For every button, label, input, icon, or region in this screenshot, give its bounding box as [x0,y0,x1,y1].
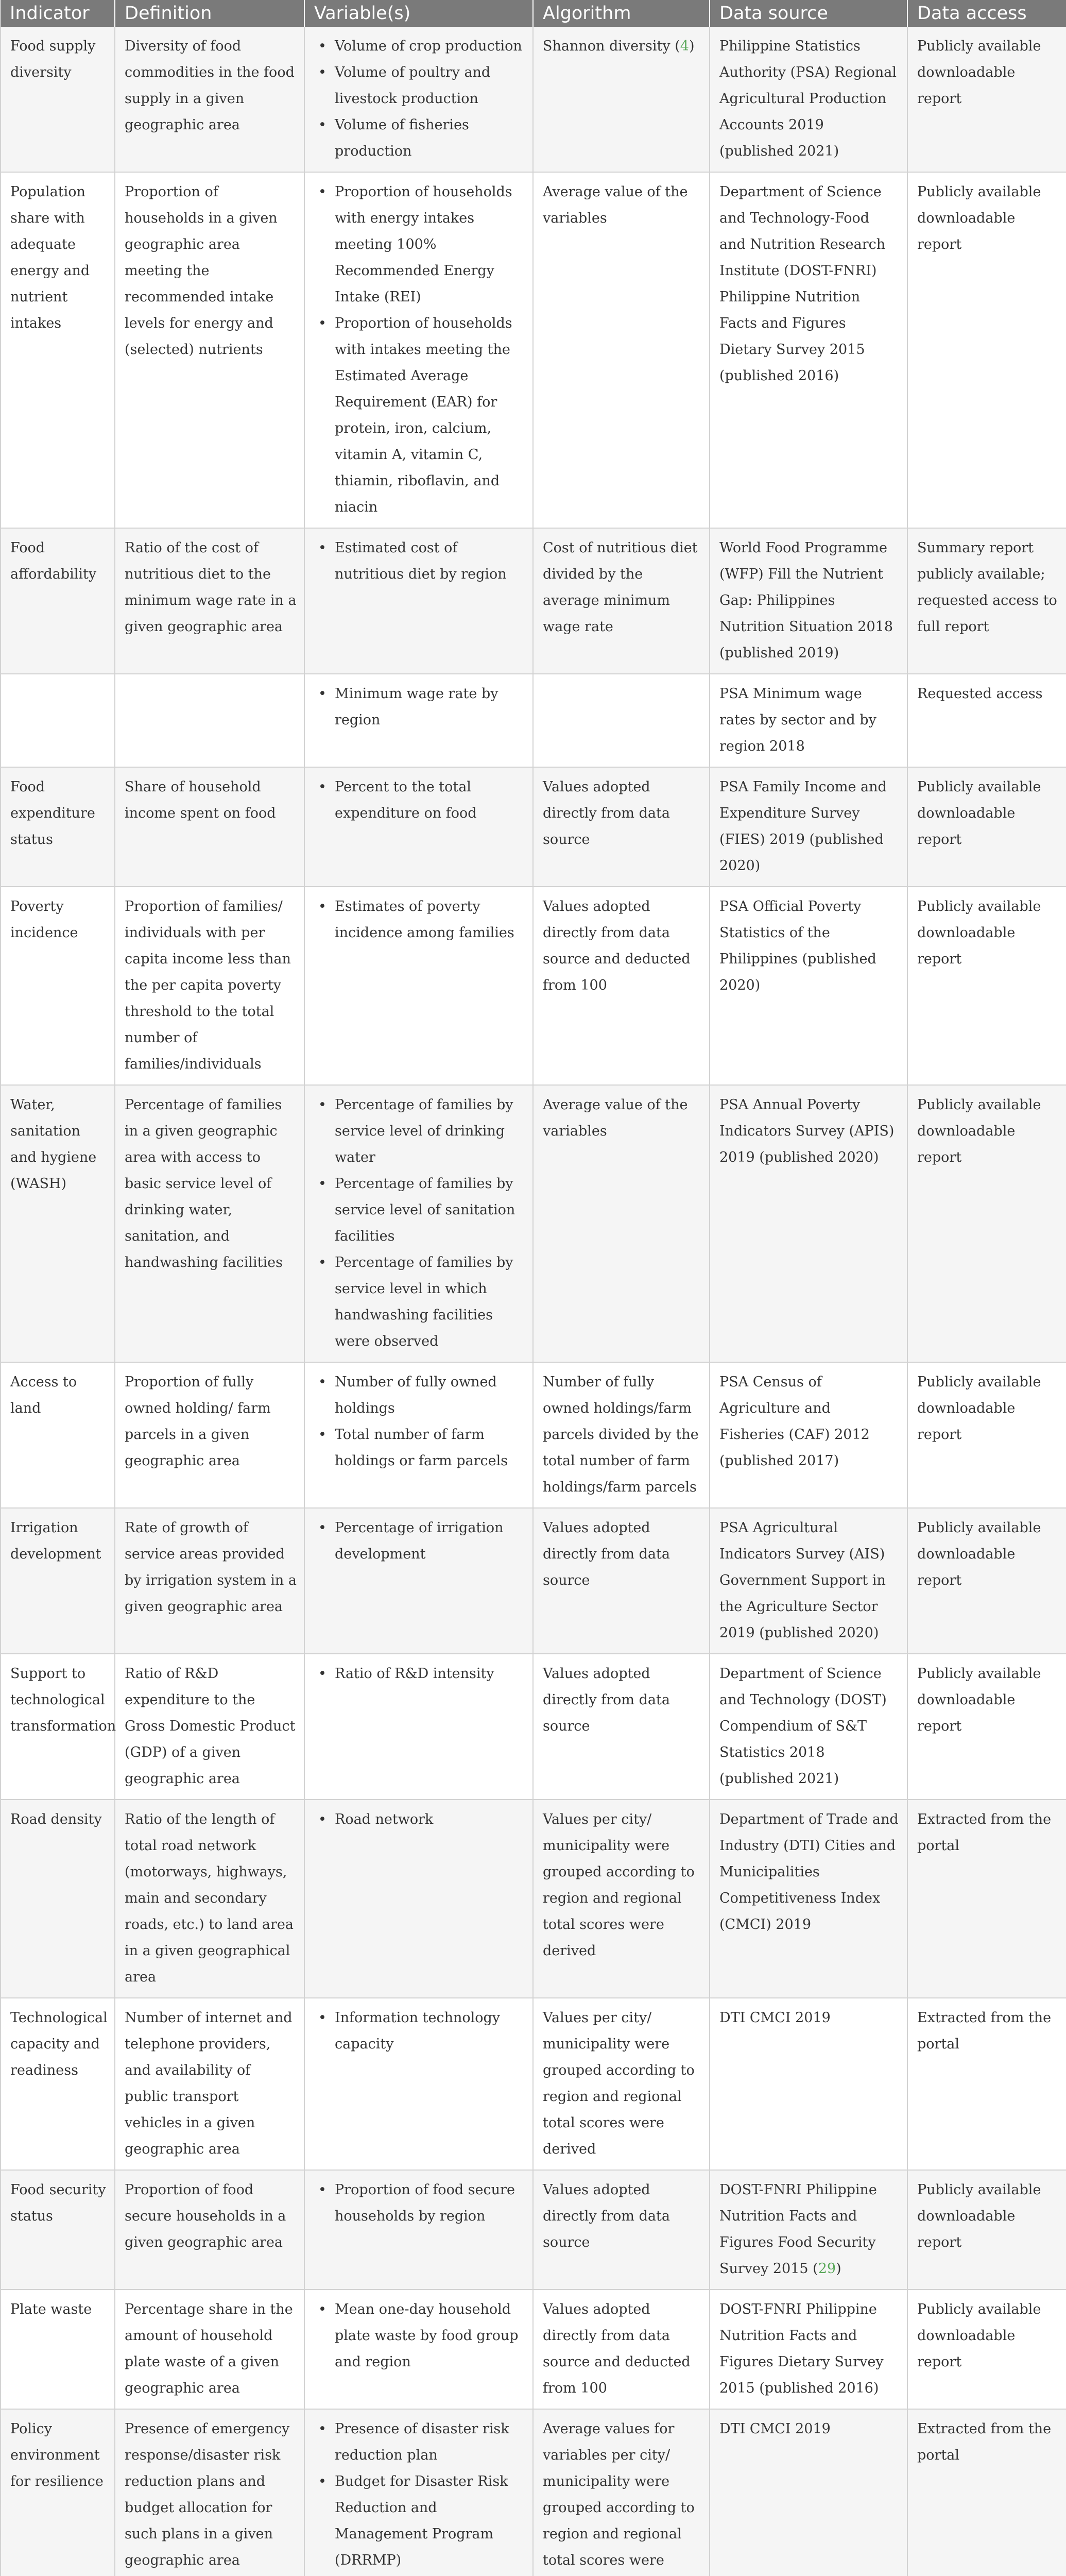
cell-indicator: Support to technological transformation [1,1654,115,1800]
cell-indicator: Water, sanitation and hygiene (WASH) [1,1085,115,1362]
variable-item: • Estimates of poverty incidence among families [335,893,525,946]
cell-data-access: Publicly available downloadable report [907,1654,1066,1800]
cell-data-source: DTI CMCI 2019 [710,2409,907,2576]
cell-data-source: Department of Trade and Industry (DTI) Cities and Municipalities Competitiveness Index (CMCI) 2019 [710,1800,907,1998]
cell-data-access: Extracted from the portal [907,2409,1066,2576]
table-row [1,172,1066,528]
cell-algorithm: Values adopted directly from data source [533,767,710,887]
variable-item: • Proportion of food secure households by region [335,2177,525,2229]
variable-item: • Percentage of families by service level of drinking water [335,1092,525,1171]
cell-data-access: Publicly available downloadable report [907,1508,1066,1654]
variable-list [314,1369,525,1474]
cell-indicator: Food supply diversity [1,27,115,172]
cell-algorithm: Values adopted directly from data source [533,1654,710,1800]
table-row [1,1508,1066,1654]
cell-definition: Proportion of fully owned holding/ farm parcels in a given geographic area [115,1362,304,1508]
variable-item: • Estimated cost of nutritious diet by region [335,535,525,587]
citation-link[interactable]: 4 [680,38,689,54]
cell-data-source: World Food Programme (WFP) Fill the Nutrient Gap: Philippines Nutrition Situation 2018 (published 2019) [710,528,907,674]
variable-list [314,681,525,733]
cell-definition [115,674,304,767]
variable-item: • Budget for Disaster Risk Reduction and Management Program (DRRMP) [335,2468,525,2573]
header-algorithm: Algorithm [533,0,710,27]
cell-algorithm: Number of fully owned holdings/farm parcels divided by the total number of farm holdings/farm parcels [533,1362,710,1508]
cell-definition: Percentage share in the amount of household plate waste of a given geographic area [115,2290,304,2409]
variable-item: • Percent to the total expenditure on food [335,774,525,826]
variable-list [314,33,525,164]
cell-data-source: PSA Annual Poverty Indicators Survey (APIS) 2019 (published 2020) [710,1085,907,1362]
cell-algorithm: Shannon diversity (4) [533,27,710,172]
cell-indicator [1,674,115,767]
table-row [1,1654,1066,1800]
cell-data-access: Publicly available downloadable report [907,1085,1066,1362]
cell-algorithm: Values adopted directly from data source [533,1508,710,1654]
variable-list [314,1660,525,1687]
variable-item: • Proportion of households with intakes meeting the Estimated Average Requirement (EAR) for protein, iron, calcium, vitamin A, vitamin C, thiamin, riboflavin, and niacin [335,310,525,520]
variable-list [314,1806,525,1833]
cell-definition: Ratio of R&D expenditure to the Gross Domestic Product (GDP) of a given geographic area [115,1654,304,1800]
variable-item: • Percentage of families by service level of sanitation facilities [335,1171,525,1249]
variable-list [314,2296,525,2375]
variable-list [314,1092,525,1354]
cell-data-source: Department of Science and Technology-Food and Nutrition Research Institute (DOST-FNRI) Philippine Nutrition Facts and Figures Dietary Survey 2015 (published 2016) [710,172,907,528]
header-indicator: Indicator [1,0,115,27]
cell-variables [304,1800,533,1998]
cell-indicator: Irrigation development [1,1508,115,1654]
variable-list [314,893,525,946]
cell-algorithm: Average values for variables per city/ municipality were grouped according to region and regional total scores were [533,2409,710,2576]
cell-definition: Percentage of families in a given geographic area with access to basic service level of drinking water, sanitation, and handwashing facilities [115,1085,304,1362]
cell-variables [304,1654,533,1800]
cell-variables [304,1998,533,2170]
variable-item: • Volume of crop production [335,33,525,59]
variable-list [314,535,525,587]
cell-algorithm [533,674,710,767]
cell-definition: Proportion of food secure households in a given geographic area [115,2170,304,2290]
cell-indicator: Food expenditure status [1,767,115,887]
cell-data-source: DOST-FNRI Philippine Nutrition Facts and Figures Dietary Survey 2015 (published 2016) [710,2290,907,2409]
cell-data-source: PSA Agricultural Indicators Survey (AIS) Government Support in the Agriculture Sector 2019 (published 2020) [710,1508,907,1654]
table-row [1,528,1066,674]
cell-variables [304,1362,533,1508]
cell-data-source: PSA Family Income and Expenditure Survey (FIES) 2019 (published 2020) [710,767,907,887]
cell-data-source: PSA Census of Agriculture and Fisheries (CAF) 2012 (published 2017) [710,1362,907,1508]
cell-data-access: Publicly available downloadable report [907,27,1066,172]
cell-data-access: Requested access [907,674,1066,767]
cell-variables [304,1085,533,1362]
cell-algorithm: Values adopted directly from data source [533,2170,710,2290]
table-row [1,1085,1066,1362]
cell-data-source: PSA Minimum wage rates by sector and by region 2018 [710,674,907,767]
table-row [1,1800,1066,1998]
cell-variables [304,2409,533,2576]
cell-data-access: Extracted from the portal [907,1998,1066,2170]
cell-definition: Number of internet and telephone providers, and availability of public transport vehicles in a given geographic area [115,1998,304,2170]
cell-indicator: Technological capacity and readiness [1,1998,115,2170]
cell-algorithm: Values adopted directly from data source and deducted from 100 [533,2290,710,2409]
cell-variables [304,1508,533,1654]
cell-variables [304,674,533,767]
cell-algorithm: Cost of nutritious diet divided by the average minimum wage rate [533,528,710,674]
cell-definition: Rate of growth of service areas provided by irrigation system in a given geographic area [115,1508,304,1654]
table-row [1,27,1066,172]
cell-data-source: Department of Science and Technology (DOST) Compendium of S&T Statistics 2018 (published 2021) [710,1654,907,1800]
cell-indicator: Road density [1,1800,115,1998]
cell-definition: Diversity of food commodities in the food supply in a given geographic area [115,27,304,172]
cell-definition: Proportion of families/ individuals with per capita income less than the per capita poverty threshold to the total number of families/individuals [115,887,304,1085]
header-definition: Definition [115,0,304,27]
variable-item: • Proportion of households with energy intakes meeting 100% Recommended Energy Intake (REI) [335,179,525,310]
table-body [1,27,1066,2576]
cell-data-source: DTI CMCI 2019 [710,1998,907,2170]
cell-definition: Ratio of the length of total road network (motorways, highways, main and secondary roads, etc.) to land area in a given geographical area [115,1800,304,1998]
variable-item: • Volume of poultry and livestock production [335,59,525,112]
variable-list [314,179,525,520]
table-row [1,2290,1066,2409]
variable-list [314,2177,525,2229]
variable-list [314,1515,525,1567]
cell-indicator: Plate waste [1,2290,115,2409]
variable-item: • Percentage of irrigation development [335,1515,525,1567]
table-row [1,2409,1066,2576]
cell-indicator: Population share with adequate energy and nutrient intakes [1,172,115,528]
cell-indicator: Food affordability [1,528,115,674]
cell-indicator: Poverty incidence [1,887,115,1085]
cell-variables [304,2170,533,2290]
cell-algorithm: Values adopted directly from data source and deducted from 100 [533,887,710,1085]
variable-item: • Volume of fisheries production [335,112,525,164]
header-data-source: Data source [710,0,907,27]
cell-definition: Share of household income spent on food [115,767,304,887]
cell-data-access: Publicly available downloadable report [907,1362,1066,1508]
cell-algorithm: Average value of the variables [533,172,710,528]
cell-data-access: Extracted from the portal [907,1800,1066,1998]
cell-data-source: DOST-FNRI Philippine Nutrition Facts and Figures Food Security Survey 2015 (29) [710,2170,907,2290]
cell-variables [304,767,533,887]
cell-variables [304,528,533,674]
cell-definition: Ratio of the cost of nutritious diet to the minimum wage rate in a given geographic area [115,528,304,674]
variable-item: • Percentage of families by service level in which handwashing facilities were observed [335,1249,525,1354]
cell-data-source: Philippine Statistics Authority (PSA) Regional Agricultural Production Accounts 2019 (published 2021) [710,27,907,172]
header-variables: Variable(s) [304,0,533,27]
header-row [1,0,1066,27]
variable-item: • Minimum wage rate by region [335,681,525,733]
cell-data-access: Publicly available downloadable report [907,887,1066,1085]
variable-list [314,774,525,826]
variable-item: • Presence of disaster risk reduction plan [335,2416,525,2468]
cell-data-access: Summary report publicly available; requested access to full report [907,528,1066,674]
cell-algorithm: Values per city/ municipality were grouped according to region and regional total scores were derived [533,1998,710,2170]
table-header [1,0,1066,27]
table-row [1,887,1066,1085]
variable-item: • Road network [335,1806,525,1833]
cell-variables [304,887,533,1085]
cell-variables [304,27,533,172]
cell-indicator: Access to land [1,1362,115,1508]
cell-data-access: Publicly available downloadable report [907,2290,1066,2409]
table-row [1,1998,1066,2170]
cell-indicator: Food security status [1,2170,115,2290]
variable-item: • Total number of farm holdings or farm parcels [335,1421,525,1474]
cell-data-access: Publicly available downloadable report [907,767,1066,887]
cell-algorithm: Values per city/ municipality were grouped according to region and regional total scores were derived [533,1800,710,1998]
variable-list [314,2005,525,2057]
variable-item: • Mean one-day household plate waste by food group and region [335,2296,525,2375]
variable-item: • Ratio of R&D intensity [335,1660,525,1687]
cell-definition: Presence of emergency response/disaster risk reduction plans and budget allocation for such plans in a given geographic area [115,2409,304,2576]
cell-algorithm: Average value of the variables [533,1085,710,1362]
citation-link[interactable]: 29 [818,2261,836,2277]
cell-data-source: PSA Official Poverty Statistics of the Philippines (published 2020) [710,887,907,1085]
table-row [1,1362,1066,1508]
cell-variables [304,172,533,528]
table-row [1,674,1066,767]
variable-list [314,2416,525,2573]
table-row [1,2170,1066,2290]
cell-definition: Proportion of households in a given geographic area meeting the recommended intake levels for energy and (selected) nutrients [115,172,304,528]
cell-variables [304,2290,533,2409]
variable-item: • Number of fully owned holdings [335,1369,525,1421]
table-row [1,767,1066,887]
variable-item: • Information technology capacity [335,2005,525,2057]
cell-indicator: Policy environment for resilience [1,2409,115,2576]
header-data-access: Data access [907,0,1066,27]
cell-data-access: Publicly available downloadable report [907,172,1066,528]
cell-data-access: Publicly available downloadable report [907,2170,1066,2290]
